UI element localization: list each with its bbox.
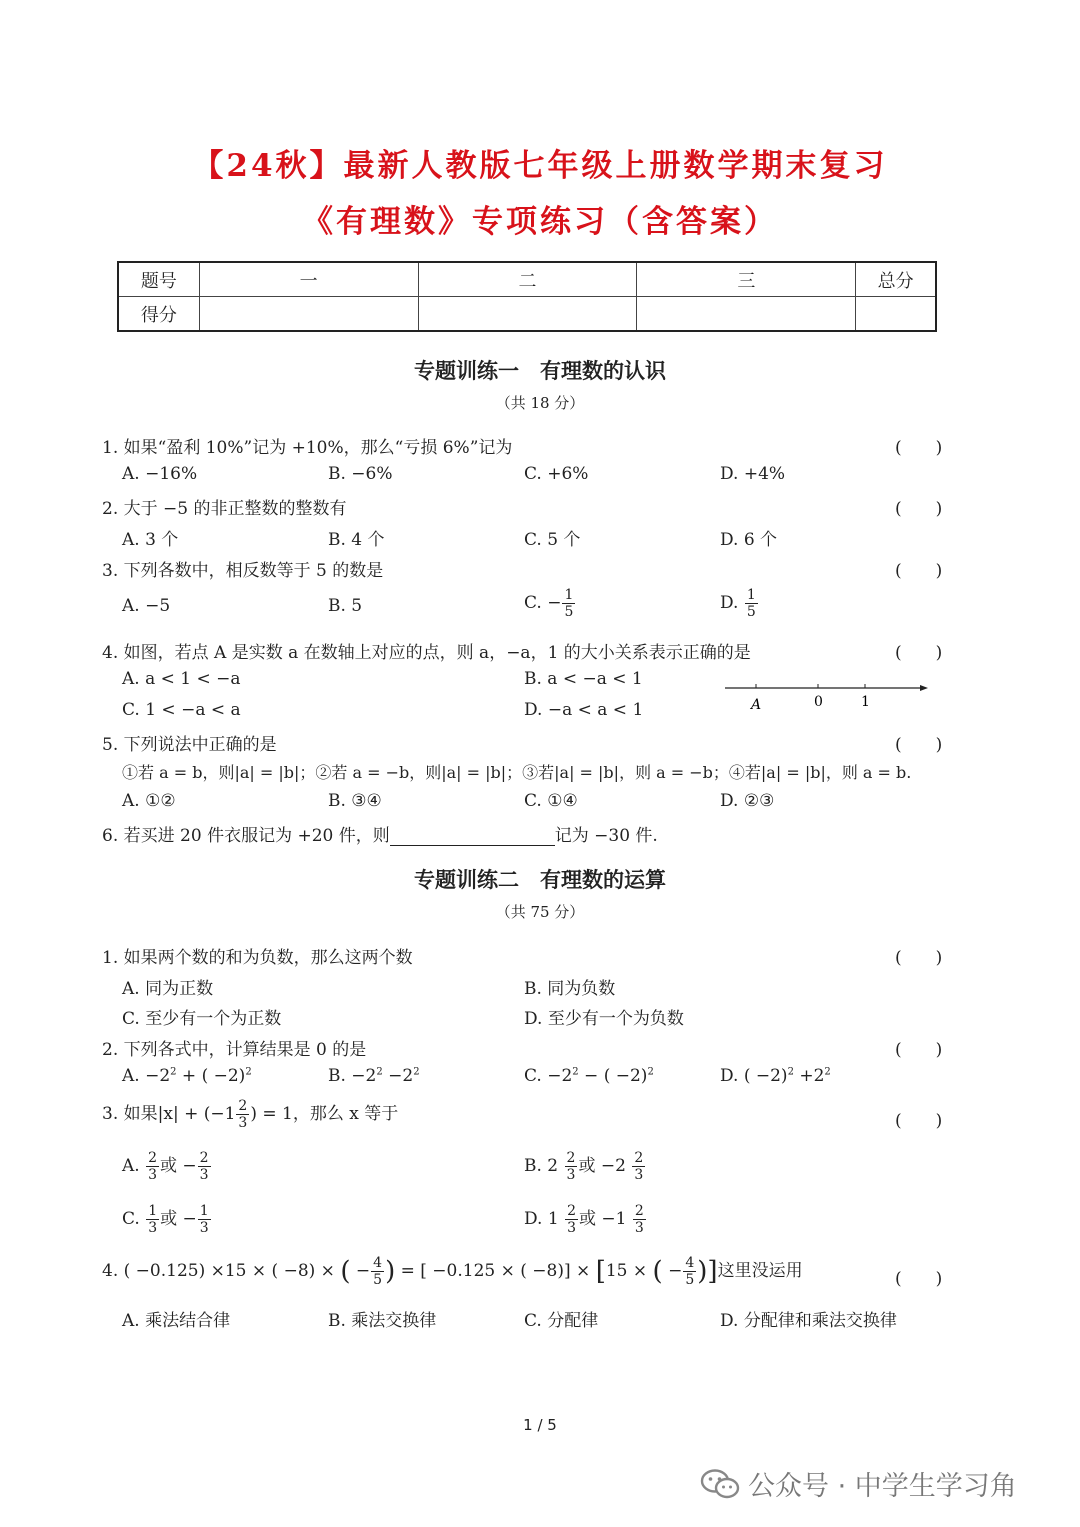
section1-points: （共 18 分）: [495, 394, 585, 412]
option-b: B. 乘法交换律: [328, 1311, 437, 1331]
answer-paren[interactable]: ( ): [895, 643, 943, 663]
score-cell[interactable]: [199, 297, 418, 332]
question-text: 4. ( −0.125) ×15 × ( −8) × ( − $\frac{4}{5}$ ) = [ −0.125 × ( −8)] × [15 × ( − $\frac{4}{5}$ )]这里没运用: [102, 1255, 803, 1288]
option-c: C. 分配律: [524, 1311, 599, 1331]
table-row: [118, 262, 936, 297]
option-d: D. 1 $\frac{2}{3}$ 或 −1 $\frac{2}{3}$: [524, 1203, 644, 1236]
question-text: 1. 如果两个数的和为负数，那么这两个数: [102, 948, 413, 968]
option-c: C. ①④: [524, 791, 578, 811]
option-a: A. 乘法结合律: [122, 1311, 231, 1331]
option-a: A. −16%: [122, 464, 198, 484]
answer-paren[interactable]: ( ): [895, 1269, 943, 1289]
option-a: A. 3 个: [122, 530, 179, 550]
label-point-a: A: [751, 697, 762, 713]
option-c: C. 至少有一个为正数: [122, 1009, 282, 1029]
question-text: 2. 下列各式中，计算结果是 0 的是: [102, 1040, 367, 1060]
option-b: B. 5: [328, 596, 363, 616]
option-c: C. $\frac{1}{3}$ 或 − $\frac{1}{3}$: [122, 1203, 209, 1236]
option-c: C. $-2^2$ − ( −2)$^2$: [524, 1066, 654, 1086]
option-a: A. $\frac{2}{3}$ 或 − $\frac{2}{3}$: [122, 1150, 209, 1183]
question-text: 3. 如果|x| + (−1 $\frac{2}{3}$ ) = 1，那么 x 等于: [102, 1098, 399, 1131]
option-d: D. ( $-2)^2 +2^2$: [720, 1066, 831, 1086]
option-c: C. 5 个: [524, 530, 581, 550]
table-cell: 得分: [118, 297, 199, 332]
fraction: $\frac{1}{5}$: [746, 587, 756, 620]
score-table: [117, 261, 937, 332]
option-c: C. 1 < −a < a: [122, 700, 241, 720]
title-line1: 【24秋】最新人教版七年级上册数学期末复习: [192, 148, 888, 184]
option-a: A. $-2^2$ + ( −2)$^2$: [122, 1066, 252, 1086]
option-b: B. $-2^2 -2^2$: [328, 1066, 420, 1086]
table-cell: 一: [199, 262, 418, 297]
table-row: [118, 297, 936, 332]
fill-blank[interactable]: [390, 827, 555, 846]
page-number: 1 / 5: [523, 1416, 557, 1434]
option-a: A. 同为正数: [122, 979, 214, 999]
option-c: C. − $\frac{1}{5}$: [524, 587, 574, 620]
option-a: A. ①②: [122, 791, 176, 811]
section1-title: 专题训练一 有理数的认识: [414, 359, 666, 383]
answer-paren[interactable]: ( ): [895, 948, 943, 968]
statement-text: ①若 a = b，则|a| = |b|；②若 a = −b，则|a| = |b|；③若|a| = |b|，则 a = −b；④若|a| = |b|，则 a = b.: [122, 763, 912, 782]
option-d: D. −a < a < 1: [524, 700, 644, 720]
option-c: C. +6%: [524, 464, 589, 484]
question-text: 5. 下列说法中正确的是: [102, 735, 277, 755]
answer-paren[interactable]: ( ): [895, 1111, 943, 1131]
answer-paren[interactable]: ( ): [895, 1040, 943, 1060]
option-b: B. ③④: [328, 791, 382, 811]
table-cell: 三: [637, 262, 856, 297]
option-d: D. 至少有一个为负数: [524, 1009, 684, 1029]
question-text: 4. 如图，若点 A 是实数 a 在数轴上对应的点，则 a，−a，1 的大小关系表示正确的是: [102, 643, 751, 663]
option-d: D. 分配律和乘法交换律: [720, 1311, 897, 1331]
table-cell: 二: [418, 262, 637, 297]
fraction: $\frac{2}{3}$: [238, 1098, 248, 1131]
option-a: A. −5: [122, 596, 171, 616]
answer-paren[interactable]: ( ): [895, 735, 943, 755]
option-b: B. 同为负数: [524, 979, 616, 999]
answer-paren[interactable]: ( ): [895, 499, 943, 519]
title-line2: 《有理数》专项练习（含答案）: [302, 204, 778, 240]
answer-paren[interactable]: ( ): [895, 438, 943, 458]
table-cell: 题号: [118, 262, 199, 297]
section2-points: （共 75 分）: [495, 903, 585, 921]
label-one: 1: [861, 694, 870, 710]
question-text: 1. 如果“盈利 10%”记为 +10%，那么“亏损 6%”记为: [102, 438, 513, 458]
option-b: B. 2 $\frac{2}{3}$ 或 −2 $\frac{2}{3}$: [524, 1150, 644, 1183]
question-text: 2. 大于 −5 的非正整数的整数有: [102, 499, 347, 519]
option-d: D. 6 个: [720, 530, 778, 550]
question-text: 3. 下列各数中，相反数等于 5 的数是: [102, 561, 384, 581]
label-zero: 0: [814, 694, 823, 710]
score-cell[interactable]: [418, 297, 637, 332]
option-b: B. a < −a < 1: [524, 669, 643, 689]
question-text: 6. 若买进 20 件衣服记为 +20 件，则 记为 −30 件.: [102, 826, 658, 846]
score-cell[interactable]: [637, 297, 856, 332]
option-b: B. −6%: [328, 464, 393, 484]
fraction: $\frac{1}{5}$: [564, 587, 574, 620]
option-d: D. +4%: [720, 464, 786, 484]
option-a: A. a < 1 < −a: [122, 669, 241, 689]
table-cell: 总分: [856, 262, 936, 297]
arrow-icon: [920, 685, 928, 691]
section2-title: 专题训练二 有理数的运算: [414, 868, 666, 892]
option-d: D. ②③: [720, 791, 775, 811]
option-d: D. $\frac{1}{5}$: [720, 587, 756, 620]
wechat-icon: [700, 1468, 740, 1500]
watermark-text: 公众号 · 中学生学习角: [748, 1471, 1017, 1502]
answer-paren[interactable]: ( ): [895, 561, 943, 581]
score-cell[interactable]: [856, 297, 936, 332]
number-line-diagram: [720, 676, 935, 716]
watermark: [700, 1464, 1017, 1503]
option-b: B. 4 个: [328, 530, 385, 550]
